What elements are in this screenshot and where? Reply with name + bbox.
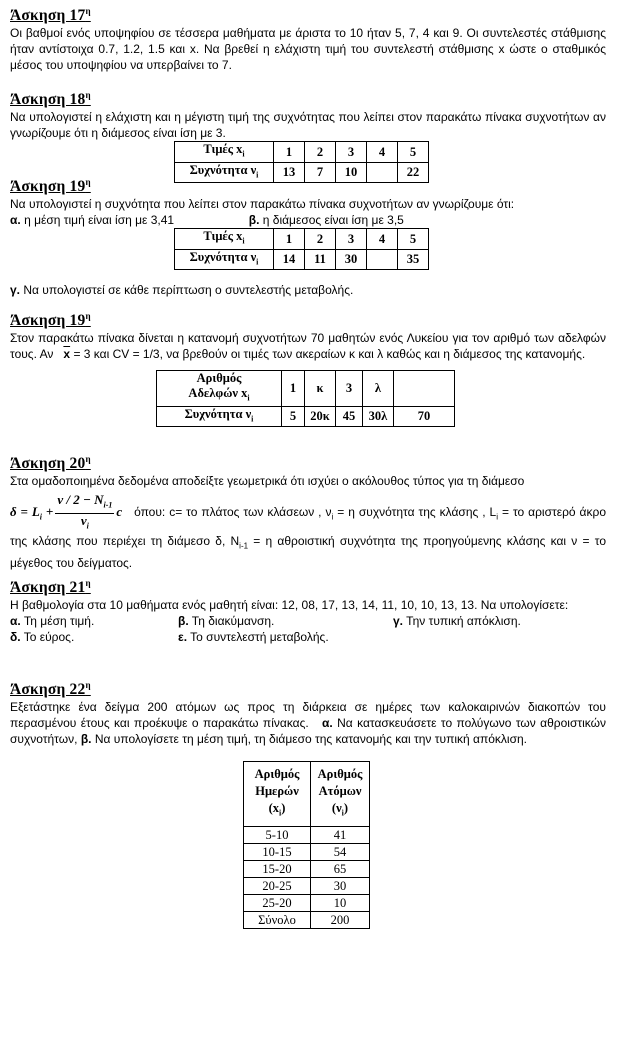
table-cell: 1 bbox=[274, 229, 305, 250]
exercise-19-first-items: α. η μέση τιμή είναι ίση με 3,41 β. η διάμεσος είναι ίση με 3,5 bbox=[10, 213, 404, 228]
table-cell: 5 bbox=[282, 406, 305, 427]
table-cell: 11 bbox=[305, 249, 336, 270]
exercise-21-item-b: β. Τη διακύμανση. bbox=[178, 614, 275, 629]
table-header-days: Αριθμός Ημερών $(x_i)$ bbox=[244, 762, 311, 827]
table-cell bbox=[394, 371, 455, 407]
table-header-values: Τιμές $x_i$ bbox=[175, 142, 274, 163]
exercise-18-text: Να υπολογιστεί η ελάχιστη και η μέγιστη τιμή της συχνότητας που λείπει στον παρακάτω πίνακα συχνοτήτων αν γνωρίζουμε ότι η διάμεσος είναι ίση με 3. bbox=[10, 110, 606, 141]
exercise-19-second bbox=[10, 307, 606, 427]
exercise-20-text: Στα ομαδοποιημένα δεδομένα αποδείξτε γεωμετρικά ότι ισχύει ο ακόλουθος τύπος για τη διάμεσο bbox=[10, 474, 525, 489]
table-cell: 10 bbox=[311, 894, 370, 911]
exercise-17-text: Οι βαθμοί ενός υποψηφίου σε τέσσερα μαθήματα με άριστα το 10 ήταν 5, 7, 4 και 9. Οι συντελεστές στάθμισης ήταν αντίστοιχα 0.7, 1.2, 1.5 και x. Να βρεθεί η ελάχιστη τιμή του συντελεστή στάθμισης x ώστε ο σταθμικός μέσος του υποψηφίου να υπερβαίνει το 7. bbox=[10, 26, 606, 73]
table-cell: 54 bbox=[311, 843, 370, 860]
table-cell: 22 bbox=[398, 162, 429, 183]
exercise-22-table bbox=[243, 761, 370, 929]
exercise-20 bbox=[10, 450, 606, 571]
table-cell: 10-15 bbox=[244, 843, 311, 860]
exercise-21-items-row1 bbox=[10, 613, 606, 629]
exercise-21-item-e: ε. Το συντελεστή μεταβολής. bbox=[178, 630, 329, 645]
exercise-21-title: Άσκηση $21^\eta$ bbox=[10, 578, 91, 597]
table-header-frequency: Συχνότητα $\nu_i$ bbox=[175, 162, 274, 183]
exercise-21-text: Η βαθμολογία στα 10 μαθήματα ενός μαθητή είναι: 12, 08, 17, 13, 14, 11, 10, 10, 13, 13. Να υπολογίσετε: bbox=[10, 598, 569, 613]
exercise-19-second-table bbox=[156, 370, 455, 427]
table-header-values: Αριθμός Αδελφών $x_i$ bbox=[157, 371, 282, 407]
table-row bbox=[244, 911, 370, 928]
table-row bbox=[244, 843, 370, 860]
table-cell: 2 bbox=[305, 229, 336, 250]
table-cell: 35 bbox=[398, 249, 429, 270]
table-row bbox=[244, 826, 370, 843]
exercise-21-item-d: δ. Το εύρος. bbox=[10, 630, 75, 645]
exercise-19-second-title: Άσκηση $19^\eta$ bbox=[10, 311, 91, 330]
exercise-22-title: Άσκηση $22^\eta$ bbox=[10, 680, 91, 699]
table-cell: 41 bbox=[311, 826, 370, 843]
exercise-21-item-g: γ. Την τυπική απόκλιση. bbox=[393, 614, 521, 629]
table-cell: 3 bbox=[336, 142, 367, 163]
exercise-19-first bbox=[10, 173, 606, 298]
exercise-19-first-title: Άσκηση $19^\eta$ bbox=[10, 177, 91, 196]
table-cell: 5 bbox=[398, 142, 429, 163]
exercise-19-first-text: Να υπολογιστεί η συχνότητα που λείπει στον παρακάτω πίνακα συχνοτήτων αν γνωρίζουμε ότι: bbox=[10, 197, 515, 212]
exercise-19-first-table bbox=[174, 228, 429, 270]
table-cell: 30 bbox=[311, 877, 370, 894]
table-cell: 70 bbox=[394, 406, 455, 427]
table-header-frequency: Συχνότητα $\nu_i$ bbox=[175, 249, 274, 270]
table-cell: 2 bbox=[305, 142, 336, 163]
table-cell: 45 bbox=[336, 406, 363, 427]
exercise-21 bbox=[10, 574, 606, 645]
table-cell: 3 bbox=[336, 229, 367, 250]
table-cell: 1 bbox=[274, 142, 305, 163]
table-cell: 5 bbox=[398, 229, 429, 250]
table-cell: 5-10 bbox=[244, 826, 311, 843]
exercise-19-second-text: Στον παρακάτω πίνακα δίνεται η κατανομή συχνοτήτων 70 μαθητών ενός Λυκείου για τον αριθμό των αδελφών τους. Αν $\overline{x} = 3$ και CV = 1/3, να βρεθούν οι τιμές των ακεραίων κ και λ καθώς και η διάμεσος της κατανομής. bbox=[10, 331, 606, 362]
table-cell: 1 bbox=[282, 371, 305, 407]
table-header-values: Τιμές $x_i$ bbox=[175, 229, 274, 250]
table-cell: 25-20 bbox=[244, 894, 311, 911]
table-cell: Σύνολο bbox=[244, 911, 311, 928]
table-cell: 3 bbox=[336, 371, 363, 407]
table-cell: 30 bbox=[336, 249, 367, 270]
table-cell: 13 bbox=[274, 162, 305, 183]
exercise-20-title: Άσκηση $20^\eta$ bbox=[10, 454, 91, 473]
exercise-19-first-item-g: γ. Να υπολογιστεί σε κάθε περίπτωση ο συντελεστής μεταβολής. bbox=[10, 283, 354, 298]
table-cell: κ bbox=[305, 371, 336, 407]
table-header-people: Αριθμός Ατόμων $(\nu_i)$ bbox=[311, 762, 370, 827]
table-cell bbox=[367, 249, 398, 270]
table-row bbox=[244, 894, 370, 911]
exercise-20-formula-line: $\delta = L_i$ + $\frac{\nu / 2 - N_{i-1}}{\nu_i}$ c όπου: c= το πλάτος των κλάσεων , $\nu_i = \eta$ συχνότητα της κλάσης , $L_i = \tau o$ αριστερό άκρο της κλάσης που περιέχει τη διάμεσο δ, $N_{i-1} = \eta$ αθροιστική συχνότητα της προηγούμενης κλάσης και ν = το μέγεθος του δείγματος. bbox=[10, 492, 606, 570]
table-row bbox=[244, 860, 370, 877]
table-cell: 4 bbox=[367, 142, 398, 163]
table-cell: 30λ bbox=[363, 406, 394, 427]
table-cell: 20-25 bbox=[244, 877, 311, 894]
exercise-17 bbox=[10, 2, 606, 73]
table-cell: 14 bbox=[274, 249, 305, 270]
exercise-21-items-row2 bbox=[10, 629, 606, 645]
table-cell: 10 bbox=[336, 162, 367, 183]
table-cell: 15-20 bbox=[244, 860, 311, 877]
table-cell: 7 bbox=[305, 162, 336, 183]
exercise-18-title: Άσκηση $18^\eta$ bbox=[10, 90, 91, 109]
table-cell: 20κ bbox=[305, 406, 336, 427]
exercise-18 bbox=[10, 86, 606, 183]
table-row bbox=[244, 877, 370, 894]
table-cell: 4 bbox=[367, 229, 398, 250]
table-header-frequency: Συχνότητα $\nu_i$ bbox=[157, 406, 282, 427]
median-formula: $\delta = L_i$ + $\frac{\nu / 2 - N_{i-1}}{\nu_i}$ c bbox=[10, 504, 122, 519]
table-cell: 65 bbox=[311, 860, 370, 877]
exercise-17-title: Άσκηση $17^\eta$ bbox=[10, 6, 91, 25]
formula-fraction: $\frac{\nu / 2 - N_{i-1}}{\nu_i}$ bbox=[57, 492, 113, 531]
table-cell: 200 bbox=[311, 911, 370, 928]
table-cell: λ bbox=[363, 371, 394, 407]
exercise-21-item-a: α. Τη μέση τιμή. bbox=[10, 614, 95, 629]
exercise-22-text: Εξετάστηκε ένα δείγμα 200 ατόμων ως προς τη διάρκεια σε ημέρες των καλοκαιρινών διακοπών του περασμένου έτους και προέκυψε ο παρακάτω πίνακας. α. Να κατασκευάσετε το πολύγωνο των αθροιστικών συχνοτήτων, β. Να υπολογίσετε τη μέση τιμή, τη διάμεσο της κατανομής και την τυπική απόκλιση. bbox=[10, 700, 606, 747]
exercise-22 bbox=[10, 676, 606, 929]
